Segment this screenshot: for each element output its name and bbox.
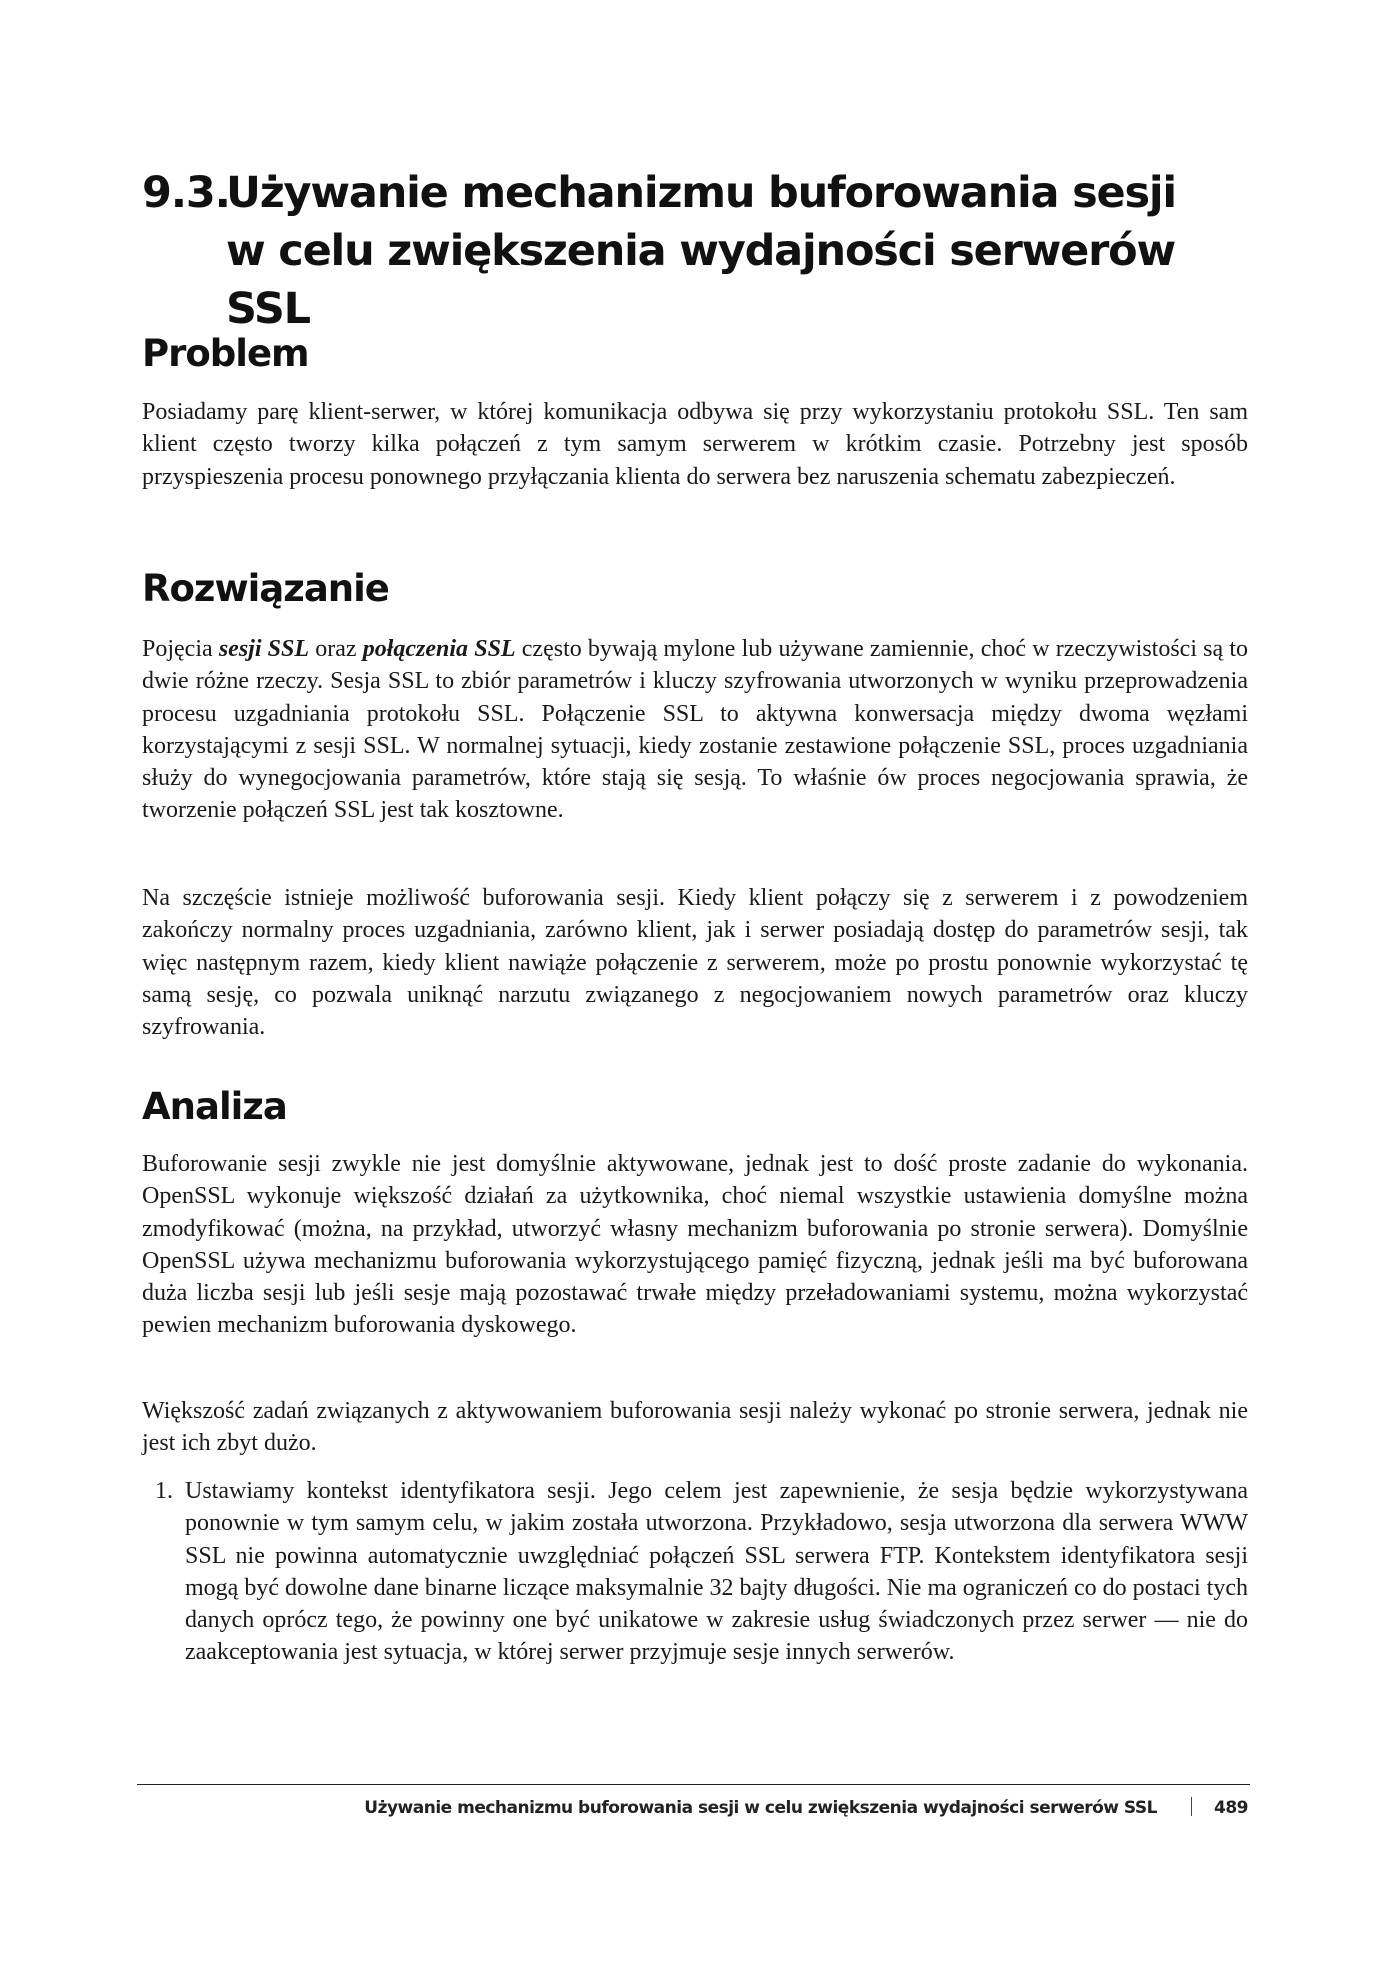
chapter-title xyxy=(142,164,1262,338)
solution-text-2: oraz xyxy=(309,636,363,662)
analysis-paragraph-1: Buforowanie sesji zwykle nie jest domyślnie aktywowane, jednak jest to dość proste zadanie do wykonania. OpenSSL wykonuje większość działań za użytkownika, choć niemal wszystkie ustawienia domyślne można zmodyfikować (można, na przykład, utworzyć własny mechanizm buforowania po stronie serwera). Domyślnie OpenSSL używa mechanizmu buforowania wykorzystującego pamięć fizyczną, jednak jeśli ma być buforowana duża liczba sesji lub jeśli sesje mają pozostawać trwałe między przeładowaniami systemu, można wykorzystać pewien mechanizm buforowania dyskowego. xyxy=(142,1151,1248,1339)
problem-paragraph: Posiadamy parę klient-serwer, w której komunikacja odbywa się przy wykorzystaniu protokołu SSL. Ten sam klient często tworzy kilka połączeń z tym samym serwerem w krótkim czasie. Potrzebny jest sposób przyspieszenia procesu ponownego przyłączania klienta do serwera bez naruszenia schematu zabezpieczeń. xyxy=(142,399,1248,490)
list-item xyxy=(142,1475,1248,1669)
solution-text-3: często bywają mylone lub używane zamiennie, choć w rzeczywistości są to dwie różne rzeczy. Sesja SSL to zbiór parametrów i kluczy szyfrowania utworzonych w wyniku przeprowadzenia procesu uzgadniania protokołu SSL. Połączenie SSL to aktywna konwersacja między dwoma węzłami korzystającymi z sesji SSL. W normalnej sytuacji, kiedy zostanie zestawione połączenie SSL, proces uzgadniania służy do wynegocjowania parametrów, które stają się sesją. To właśnie ów proces negocjowania sprawia, że tworzenie połączeń SSL jest tak kosztowne. xyxy=(142,636,1249,824)
running-title: Używanie mechanizmu buforowania sesji w celu zwiększenia wydajności serwerów SSL xyxy=(364,1798,1157,1818)
solution-paragraph-2: Na szczęście istnieje możliwość buforowania sesji. Kiedy klient połączy się z serwerem i z powodzeniem zakończy normalny proces uzgadniania, zarówno klient, jak i serwer posiadają dostęp do parametrów sesji, tak więc następnym razem, kiedy klient nawiąże połączenie z serwerem, może po prostu ponownie wykorzystać tę samą sesję, co pozwala uniknąć narzutu związanego z negocjowaniem nowych parametrów oraz kluczy szyfrowania. xyxy=(142,885,1248,1041)
chapter-title-line2: w celu zwiększenia wydajności serwerów SSL xyxy=(226,226,1176,334)
footer-separator xyxy=(1191,1797,1192,1816)
chapter-number: 9.3. xyxy=(142,168,230,218)
term-ssl-session: sesji SSL xyxy=(218,636,310,662)
footer-rule xyxy=(137,1784,1250,1785)
list-item-number: 1. xyxy=(155,1478,173,1504)
list-item-text: Ustawiamy kontekst identyfikatora sesji. Jego celem jest zapewnienie, że sesja będzie wykorzystywana ponownie w tym samym celu, w jakim została utworzona. Przykładowo, sesja utworzona dla serwera WWW SSL nie powinna automatycznie uwzględniać połączeń SSL serwera FTP. Kontekstem identyfikatora sesji mogą być dowolne dane binarne liczące maksymalnie 32 bajty długości. Nie ma ograniczeń co do postaci tych danych oprócz tego, że powinny one być unikatowe w zakresie usług świadczonych przez serwer — nie do zaakceptowania jest sytuacja, w której serwer przyjmuje sesje innych serwerów. xyxy=(185,1478,1248,1666)
heading-solution: Rozwiązanie xyxy=(142,567,389,610)
solution-paragraph-1 xyxy=(142,633,1248,827)
heading-problem: Problem xyxy=(142,332,309,375)
page-footer xyxy=(364,1797,1248,1818)
term-ssl-connection: połączenia SSL xyxy=(362,636,516,662)
heading-analysis: Analiza xyxy=(142,1085,287,1128)
page-number: 489 xyxy=(1214,1798,1248,1818)
chapter-title-line1: Używanie mechanizmu buforowania sesji xyxy=(226,168,1176,218)
solution-text-1: Pojęcia xyxy=(142,636,219,662)
analysis-paragraph-2: Większość zadań związanych z aktywowaniem buforowania sesji należy wykonać po stronie serwera, jednak nie jest ich zbyt dużo. xyxy=(142,1398,1248,1457)
steps-list xyxy=(142,1475,1248,1669)
